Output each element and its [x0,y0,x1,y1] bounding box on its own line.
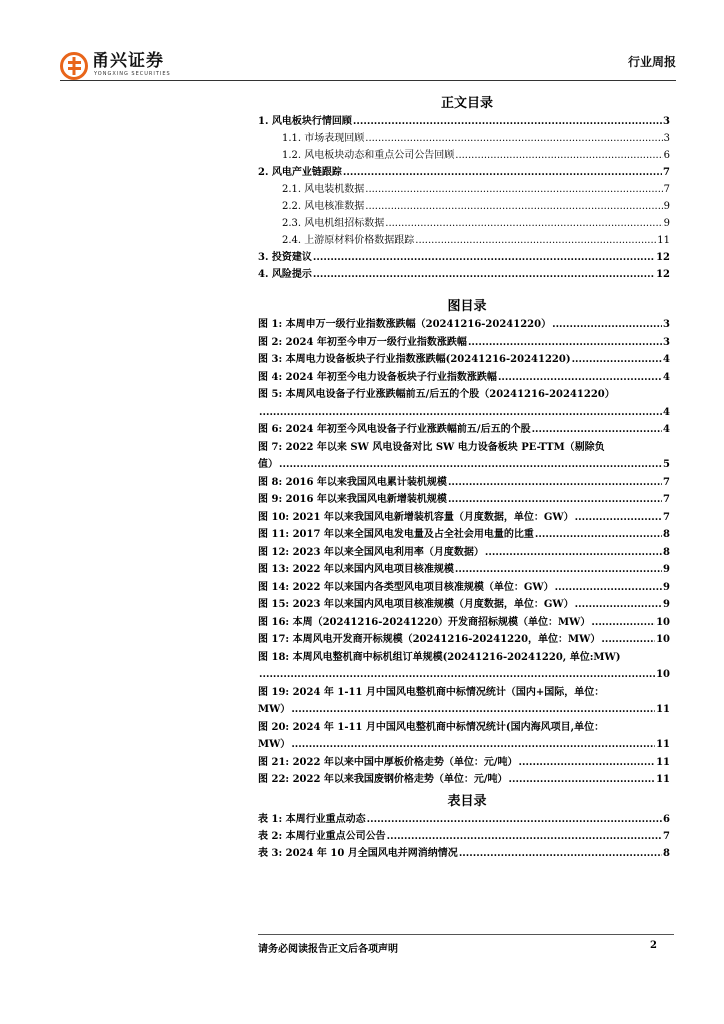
toc-leader-dots [572,351,662,369]
toc-entry-page: 7 [663,476,670,488]
toc-entry-label: 图 6: 2024 年初至今风电设备子行业涨跌幅前五/后五的个股 [258,424,531,435]
toc-entry-label: 图 12: 2023 年以来全国风电利用率（月度数据） [258,546,484,558]
toc-entry[interactable] [258,369,670,387]
toc-leader-dots [385,215,662,232]
toc-leader-dots [365,181,662,198]
brand-logo-icon [60,52,90,80]
toc-entry[interactable] [258,147,670,164]
toc-tables-title: 表目录 [447,794,487,809]
toc-leader-dots [448,474,662,492]
toc-entry-label: 4. 风险提示 [258,269,312,280]
toc-entry-page: 7 [663,167,670,178]
toc-entry-label: 表 2: 本周行业重点公司公告 [258,831,386,842]
toc-entry-page: 11 [656,704,670,715]
toc-entry-page: 11 [657,235,670,246]
toc-figures-list [258,316,670,789]
toc-entry-label: 图 2: 2024 年初至今申万一级行业指数涨跌幅 [258,336,467,348]
toc-entry-page: 4 [663,424,670,435]
toc-entry[interactable] [258,491,670,509]
toc-entry-page: 11 [656,756,670,768]
toc-leader-dots [313,266,655,283]
toc-leader-dots [555,579,662,597]
toc-entry-page: 10 [656,669,670,680]
toc-entry[interactable] [258,666,670,684]
toc-entry[interactable] [258,754,670,772]
toc-entry-page: 8 [663,848,670,859]
toc-leader-dots [367,811,662,828]
toc-entry-label[interactable]: 图 5: 本周风电设备子行业涨跌幅前五/后五的个股（20241216-20241220） [258,389,615,400]
toc-entry[interactable] [258,232,670,249]
toc-entry-page: 8 [663,546,670,558]
toc-entry[interactable] [258,845,670,862]
toc-leader-dots [313,249,655,266]
toc-entry-page: 7 [663,184,670,195]
toc-leader-dots [485,544,662,562]
toc-entry-page: 7 [663,494,670,505]
toc-entry-label: 2. 风电产业链跟踪 [258,167,342,178]
report-type: 行业周报 [627,55,676,69]
toc-entry-label: MW） [258,704,291,715]
toc-entry-page: 11 [656,774,670,785]
toc-entry[interactable] [258,596,670,614]
toc-entry-page: 12 [656,252,670,263]
toc-leader-dots [509,771,656,789]
toc-entry-label: 图 17: 本周风电开发商开标规模（20241216-20241220，单位：MW） [258,634,601,645]
page-number: 2 [650,940,657,951]
toc-entry-page: 9 [663,599,670,610]
toc-entry-page: 6 [663,814,670,825]
footer-disclaimer: 请务必阅读报告正文后各项声明 [258,944,398,955]
toc-entry-page: 12 [656,269,670,280]
toc-entry-label: 图 4: 2024 年初至今电力设备板块子行业指数涨跌幅 [258,371,497,383]
toc-leader-dots [259,666,655,684]
toc-entry-label: 图 10: 2021 年以来我国风电新增装机容量（月度数据，单位：GW） [258,511,574,523]
toc-entry-label[interactable]: 图 18: 本周风电整机商中标机组订单规模(20241216-20241220, 单位:MW) [258,651,621,663]
toc-leader-dots [455,561,662,579]
toc-entry[interactable] [258,474,670,492]
toc-entry-page: 3 [663,133,670,144]
toc-leader-dots [353,113,662,130]
toc-entry-page: 6 [663,150,670,161]
toc-entry[interactable] [258,421,670,439]
brand-name: 甬兴证券 [92,51,164,71]
page-header [60,46,676,80]
toc-entry-label[interactable]: 图 7: 2022 年以来 SW 风电设备对比 SW 电力设备板块 PE-TTM（剔除负 [258,441,605,453]
toc-leader-dots [343,164,662,181]
toc-leader-dots [415,232,656,249]
toc-leader-dots [535,526,662,544]
toc-entry[interactable] [258,544,670,562]
toc-entry-label: 图 13: 2022 年以来国内风电项目核准规模 [258,564,454,575]
toc-leader-dots [291,736,655,754]
toc-leader-dots [519,754,656,772]
toc-leader-dots [387,828,662,845]
toc-entry[interactable] [258,316,670,334]
toc-entry[interactable] [258,164,670,181]
toc-entry[interactable] [258,526,670,544]
header-divider [60,80,676,81]
toc-entry[interactable] [258,215,670,232]
toc-entry-label: 2.4. 上游原材料价格数据跟踪 [282,235,415,246]
toc-entry[interactable] [258,456,670,474]
toc-entry-page: 3 [663,319,670,330]
toc-leader-dots [575,509,662,527]
toc-entry-label: 图 8: 2016 年以来我国风电累计装机规模 [258,476,447,488]
brand-name-en: YONGXING SECURITIES [94,71,171,77]
toc-entry[interactable] [258,811,670,828]
toc-entry-page: 8 [663,529,670,540]
toc-leader-dots [468,334,662,352]
toc-main-title: 正文目录 [440,96,493,111]
toc-entry-label: 值） [258,459,278,470]
toc-entry-page: 9 [663,218,670,229]
toc-entry-label: 图 11: 2017 年以来全国风电发电量及占全社会用电量的比重 [258,529,534,540]
toc-leader-dots [532,421,662,439]
toc-entry-label: MW） [258,739,291,750]
toc-entry-label: 图 16: 本周（20241216-20241220）开发商招标规模（单位：MW） [258,616,591,628]
toc-leader-dots [259,404,662,422]
toc-entry[interactable] [258,404,670,422]
toc-tables-list [258,811,670,862]
toc-entry-label[interactable]: 图 20: 2024 年 1-11 月中国风电整机商中标情况统计(国内海风项目,单位： [258,721,605,733]
toc-entry-label: 图 9: 2016 年以来我国风电新增装机规模 [258,494,447,505]
toc-leader-dots [498,369,662,387]
toc-entry-page: 5 [663,459,670,470]
toc-entry-label: 表 3: 2024 年 10 月全国风电并网消纳情况 [258,848,458,859]
toc-entry-label: 图 15: 2023 年以来国内风电项目核准规模（月度数据，单位：GW） [258,599,574,610]
toc-entry-label: 1.1. 市场表现回顾 [282,133,365,144]
toc-entry-page: 7 [663,511,670,523]
toc-entry[interactable] [258,266,670,283]
toc-leader-dots [279,456,662,474]
toc-entry[interactable] [258,181,670,198]
toc-entry[interactable] [258,249,670,266]
toc-entry[interactable] [258,113,670,130]
toc-entry-label: 2.3. 风电机组招标数据 [282,218,385,229]
toc-entry-page: 9 [663,201,670,212]
toc-leader-dots [365,198,662,215]
toc-entry[interactable] [258,736,670,754]
toc-entry-page: 3 [663,116,670,127]
toc-entry-page: 3 [663,336,670,348]
toc-leader-dots [459,845,662,862]
toc-entry-label: 1.2. 风电板块动态和重点公司公告回顾 [282,150,455,161]
toc-entry[interactable] [258,198,670,215]
toc-entry[interactable] [258,828,670,845]
toc-entry-page: 11 [656,739,670,750]
toc-entry-label: 图 3: 本周电力设备板块子行业指数涨跌幅(20241216-20241220) [258,354,571,365]
toc-entry[interactable] [258,631,670,649]
toc-entry-page: 10 [656,616,670,628]
toc-entry[interactable] [258,561,670,579]
toc-leader-dots [575,596,662,614]
toc-entry-label: 2.2. 风电核准数据 [282,201,365,212]
toc-entry-label: 1. 风电板块行情回顾 [258,116,352,127]
toc-entry-label: 2.1. 风电装机数据 [282,184,365,195]
toc-entry[interactable] [258,701,670,719]
toc-entry-page: 4 [663,371,670,383]
toc-leader-dots [448,491,662,509]
toc-entry-page: 7 [663,831,670,842]
toc-entry[interactable] [258,509,670,527]
toc-entry-label: 图 22: 2022 年以来我国废钢价格走势（单位：元/吨） [258,774,508,785]
toc-leader-dots [591,614,655,632]
toc-entry-label: 图 1: 本周申万一级行业指数涨跌幅（20241216-20241220） [258,319,552,330]
toc-entry-label: 3. 投资建议 [258,252,312,263]
toc-entry[interactable] [258,579,670,597]
toc-main-list [258,113,670,283]
toc-entry[interactable] [258,771,670,789]
toc-leader-dots [552,316,662,334]
toc-entry-label: 表 1: 本周行业重点动态 [258,814,366,825]
toc-entry-label: 图 14: 2022 年以来国内各类型风电项目核准规模（单位：GW） [258,581,554,593]
toc-leader-dots [455,147,662,164]
toc-entry[interactable] [258,351,670,369]
toc-entry-page: 4 [663,354,670,365]
toc-entry-label: 图 21: 2022 年以来中国中厚板价格走势（单位：元/吨） [258,756,518,768]
toc-entry-page: 4 [663,406,670,418]
toc-figures-title: 图目录 [447,299,487,314]
toc-entry-page: 9 [663,564,670,575]
toc-entry-page: 10 [656,634,670,645]
toc-entry[interactable] [258,334,670,352]
toc-entry-page: 9 [663,581,670,593]
footer-divider [258,934,674,935]
toc-entry-label[interactable]: 图 19: 2024 年 1-11 月中国风电整机商中标情况统计（国内+国际，单位： [258,686,605,698]
toc-entry[interactable] [258,614,670,632]
toc-leader-dots [601,631,655,649]
toc-leader-dots [365,130,662,147]
toc-entry[interactable] [258,130,670,147]
toc-leader-dots [291,701,655,719]
